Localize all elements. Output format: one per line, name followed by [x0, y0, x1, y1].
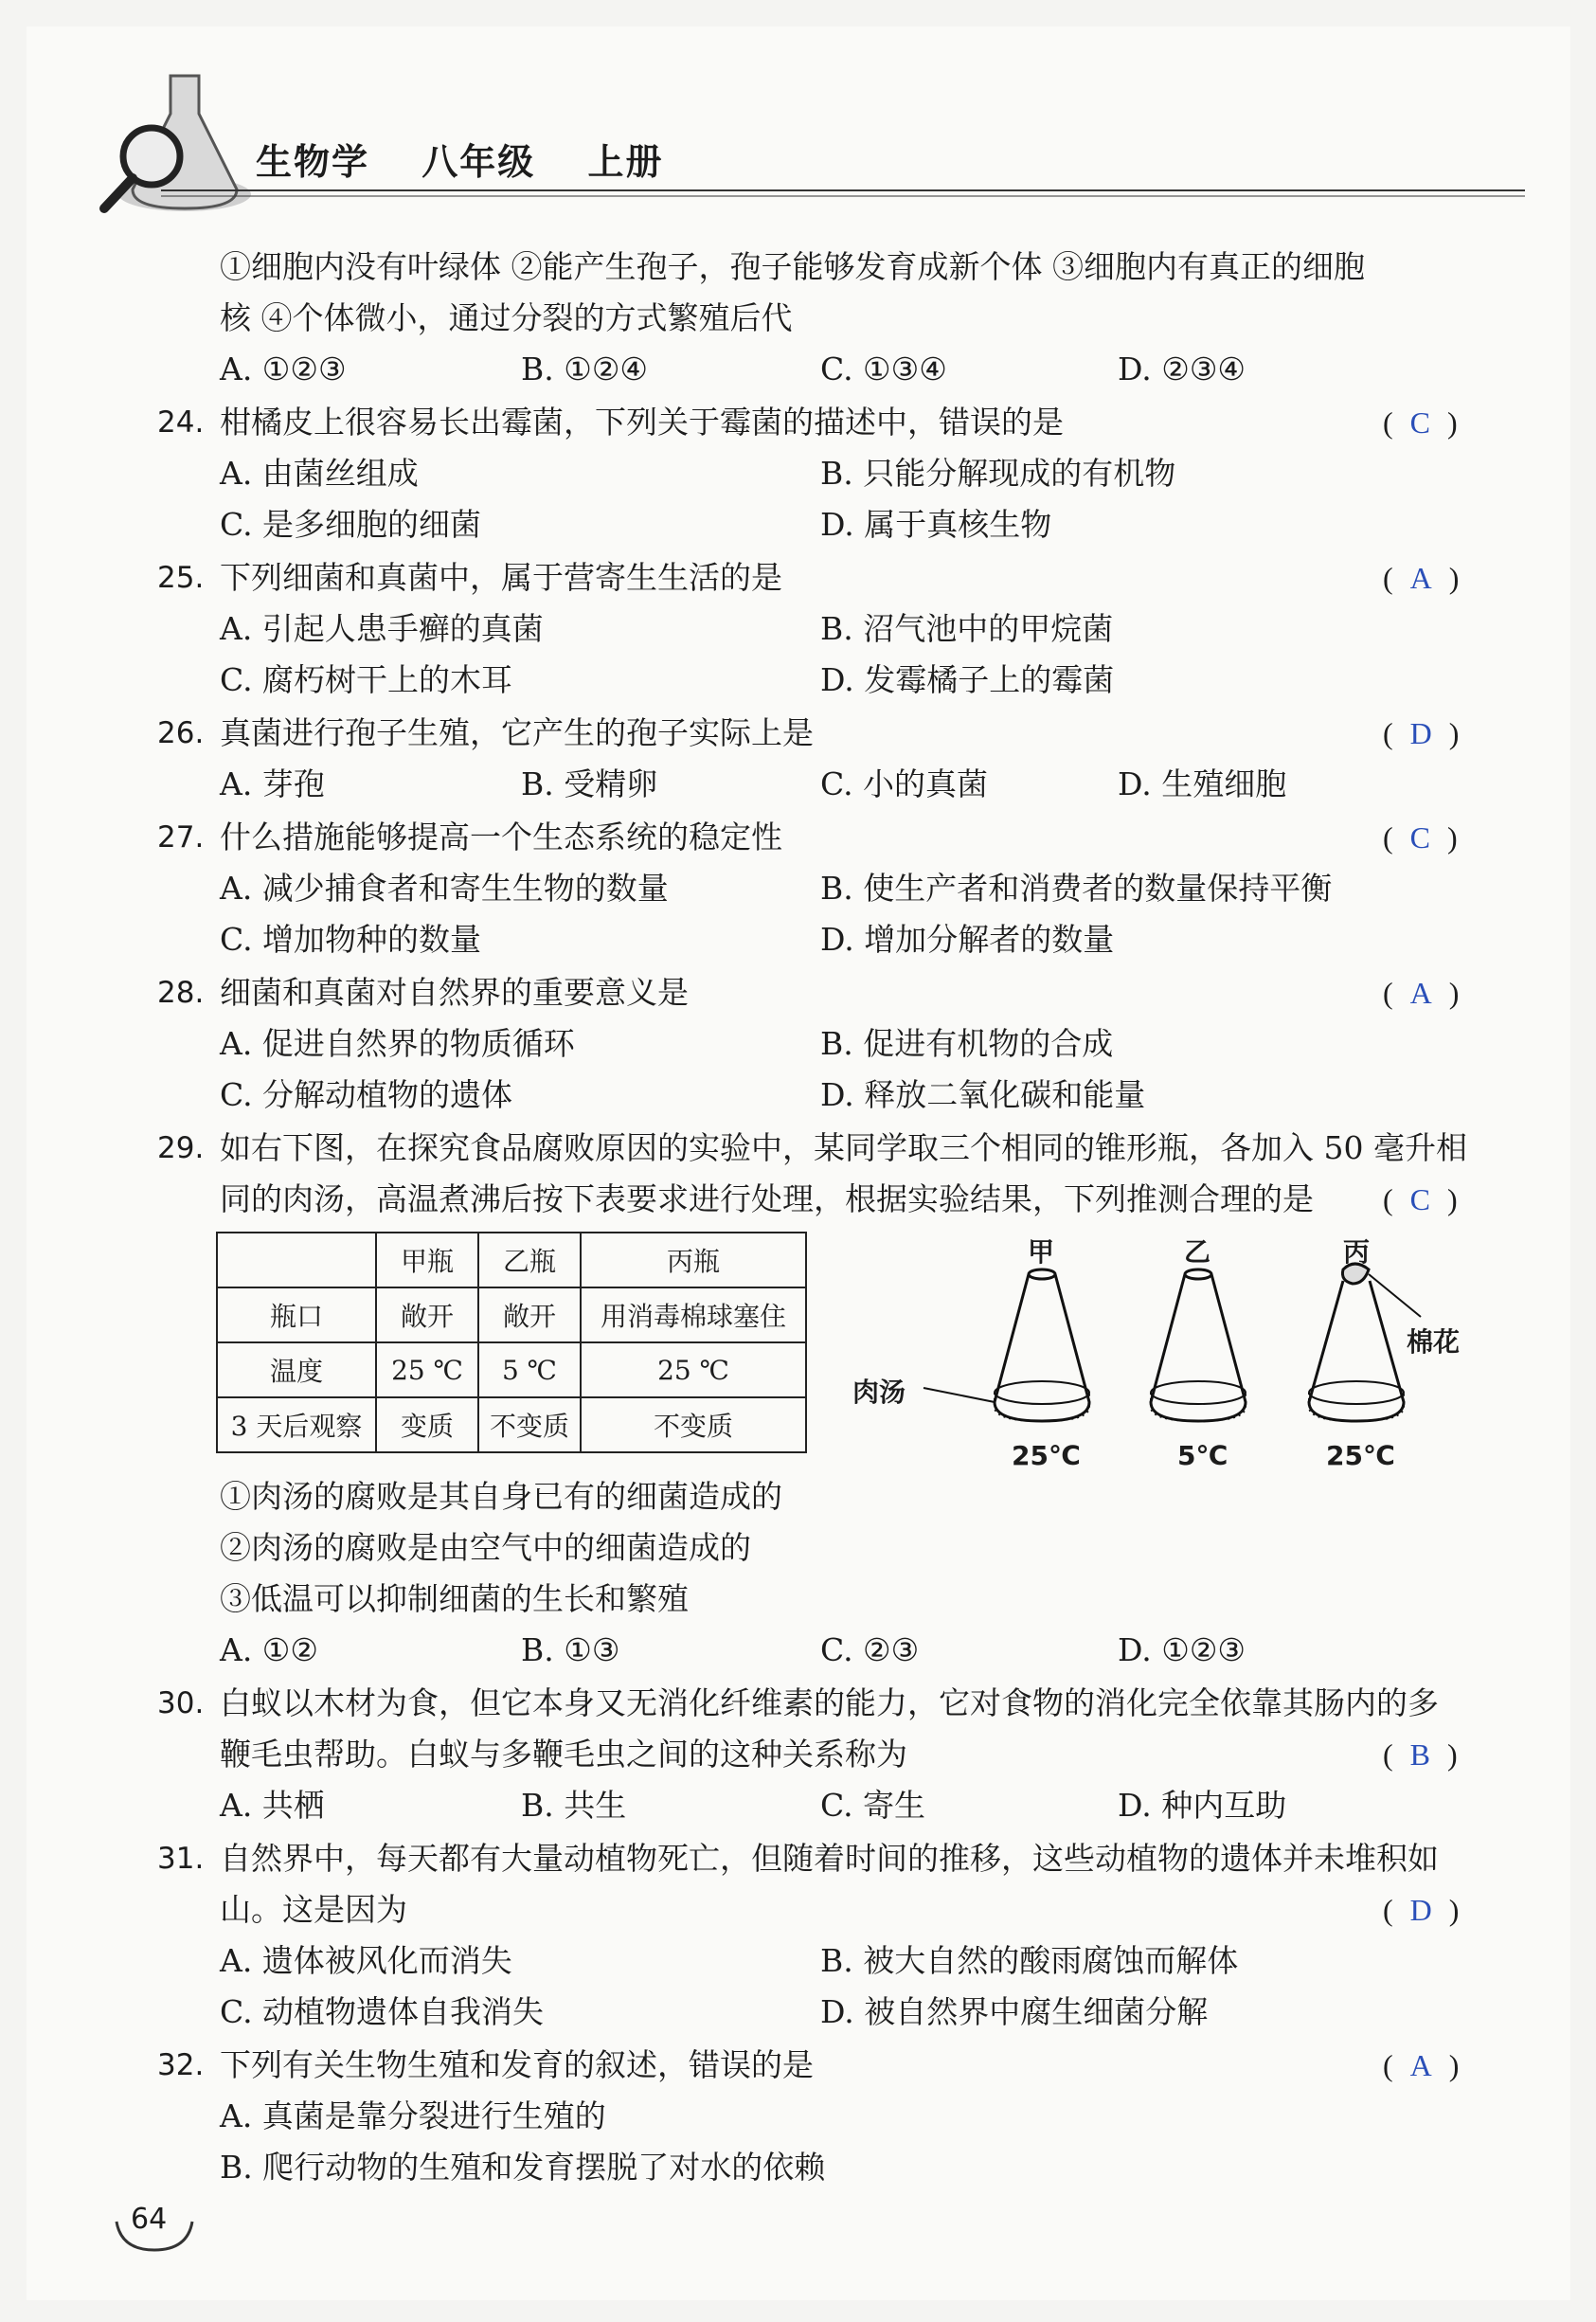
q23-option-b: B. ①②④	[521, 351, 648, 387]
table-cell: 25 ℃	[376, 1342, 478, 1397]
answer-letter: A	[1409, 561, 1432, 595]
q31-option-b: B. 被大自然的酸雨腐蚀而解体	[820, 1942, 1239, 1979]
flask-label-bing: 丙	[1343, 1236, 1371, 1268]
q28-option-d: D. 释放二氧化碳和能量	[820, 1076, 1146, 1113]
q27-option-b: B. 使生产者和消费者的数量保持平衡	[820, 870, 1333, 907]
question-number: 26.	[157, 716, 205, 750]
q27-option-d: D. 增加分解者的数量	[820, 921, 1115, 958]
flask-jia	[995, 1269, 1089, 1421]
q23-statement-line1: ①细胞内没有叶绿体 ②能产生孢子，孢子能够发育成新个体 ③细胞内有真正的细胞	[220, 248, 1365, 285]
q29-option-b: B. ①③	[521, 1631, 620, 1668]
answer-slot: ( D )	[1383, 1893, 1460, 1927]
q30-option-a: A. 共栖	[220, 1787, 325, 1824]
table-row	[217, 1397, 806, 1452]
question-number: 27.	[157, 820, 205, 855]
answer-slot: ( D )	[1383, 716, 1460, 750]
q23-option-a: A. ①②③	[220, 351, 347, 387]
table-header-cell: 乙瓶	[478, 1233, 581, 1287]
flask-figure	[852, 1232, 1515, 1497]
q26-option-c: C. 小的真菌	[820, 765, 989, 802]
table-cell: 不变质	[581, 1397, 806, 1452]
table-cell: 5 ℃	[478, 1342, 581, 1397]
q29-option-c: C. ②③	[820, 1631, 920, 1668]
answer-slot: ( C )	[1383, 1182, 1458, 1216]
experiment-table	[216, 1232, 807, 1453]
q25-option-a: A. 引起人患手癣的真菌	[220, 610, 544, 647]
q29-option-a: A. ①②	[220, 1631, 318, 1668]
temp-label-yi: 5℃	[1177, 1440, 1228, 1471]
page-header	[0, 0, 1596, 237]
q31-option-a: A. 遗体被风化而消失	[220, 1942, 512, 1979]
book-title	[256, 133, 702, 185]
answer-slot: ( C )	[1383, 820, 1458, 855]
q28-option-a: A. 促进自然界的物质循环	[220, 1025, 575, 1062]
q23-option-c: C. ①③④	[820, 351, 947, 387]
answer-slot: ( C )	[1383, 405, 1458, 440]
question-text: 下列细菌和真菌中，属于营寄生生活的是	[220, 559, 782, 596]
table-row	[217, 1287, 806, 1342]
answer-letter: A	[1409, 2048, 1432, 2082]
flask-bing	[1309, 1264, 1421, 1421]
q24-option-c: C. 是多细胞的细菌	[220, 506, 482, 543]
table-header-row	[217, 1233, 806, 1287]
temp-label-jia: 25℃	[1012, 1440, 1081, 1471]
q31-option-c: C. 动植物遗体自我消失	[220, 1993, 545, 2030]
question-text-cont: 鞭毛虫帮助。白蚁与多鞭毛虫之间的这种关系称为	[220, 1736, 907, 1773]
question-text: 如右下图，在探究食品腐败原因的实验中，某同学取三个相同的锥形瓶，各加入 50 毫升相	[220, 1129, 1467, 1166]
question-number: 30.	[157, 1686, 205, 1720]
flask-label-yi: 乙	[1184, 1236, 1211, 1268]
q28-option-c: C. 分解动植物的遗体	[220, 1076, 513, 1113]
question-text: 自然界中，每天都有大量动植物死亡，但随着时间的推移，这些动植物的遗体并未堆积如	[220, 1840, 1439, 1877]
table-cell: 变质	[376, 1397, 478, 1452]
question-number: 32.	[157, 2048, 205, 2082]
question-number: 29.	[157, 1131, 205, 1165]
answer-letter: C	[1409, 820, 1430, 855]
question-text: 下列有关生物生殖和发育的叙述，错误的是	[220, 2046, 814, 2083]
table-row	[217, 1342, 806, 1397]
question-text-cont: 同的肉汤，高温煮沸后按下表要求进行处理，根据实验结果，下列推测合理的是	[220, 1180, 1314, 1217]
q26-option-b: B. 受精卵	[521, 765, 658, 802]
q24-option-d: D. 属于真核生物	[820, 506, 1052, 543]
question-number: 28.	[157, 976, 205, 1010]
q30-option-c: C. 寄生	[820, 1787, 926, 1824]
broth-label: 肉汤	[852, 1377, 906, 1408]
answer-letter: C	[1409, 405, 1430, 440]
answer-slot: ( B )	[1383, 1737, 1458, 1772]
table-cell: 25 ℃	[581, 1342, 806, 1397]
q24-option-a: A. 由菌丝组成	[220, 455, 419, 492]
q29-option-d: D. ①②③	[1118, 1631, 1246, 1668]
question-text: 柑橘皮上很容易长出霉菌，下列关于霉菌的描述中，错误的是	[220, 404, 1064, 441]
q27-option-c: C. 增加物种的数量	[220, 921, 482, 958]
question-number: 25.	[157, 561, 205, 595]
question-text: 白蚁以木材为食，但它本身又无消化纤维素的能力，它对食物的消化完全依靠其肠内的多	[220, 1684, 1439, 1721]
answer-letter: D	[1409, 716, 1432, 750]
table-cell: 敞开	[478, 1287, 581, 1342]
question-number: 31.	[157, 1842, 205, 1876]
q25-option-d: D. 发霉橘子上的霉菌	[820, 661, 1115, 698]
grade-label: 八年级	[421, 141, 536, 183]
q30-option-d: D. 种内互助	[1118, 1787, 1287, 1824]
answer-letter: B	[1409, 1737, 1430, 1772]
q24-option-b: B. 只能分解现成的有机物	[820, 455, 1176, 492]
q31-option-d: D. 被自然界中腐生细菌分解	[820, 1993, 1209, 2030]
table-cell: 3 天后观察	[217, 1397, 376, 1452]
q29-statement-1: ①肉汤的腐败是其自身已有的细菌造成的	[220, 1478, 782, 1515]
temp-label-bing: 25℃	[1326, 1440, 1395, 1471]
table-cell: 瓶口	[217, 1287, 376, 1342]
answer-letter: C	[1409, 1182, 1430, 1216]
header-rule	[161, 185, 1534, 204]
table-cell: 敞开	[376, 1287, 478, 1342]
question-text: 真菌进行孢子生殖，它产生的孢子实际上是	[220, 714, 814, 751]
page-number: 64	[131, 2203, 168, 2236]
flask-label-jia: 甲	[1028, 1236, 1055, 1268]
question-number: 24.	[157, 405, 205, 440]
q28-option-b: B. 促进有机物的合成	[820, 1025, 1114, 1062]
question-text: 什么措施能够提高一个生态系统的稳定性	[220, 819, 782, 855]
q32-option-b: B. 爬行动物的生殖和发育摆脱了对水的依赖	[220, 2149, 826, 2186]
table-cell: 不变质	[478, 1397, 581, 1452]
q29-statement-2: ②肉汤的腐败是由空气中的细菌造成的	[220, 1529, 751, 1566]
question-text: 细菌和真菌对自然界的重要意义是	[220, 974, 689, 1011]
volume-label: 上册	[587, 141, 664, 183]
table-cell: 用消毒棉球塞住	[581, 1287, 806, 1342]
q27-option-a: A. 减少捕食者和寄生生物的数量	[220, 870, 669, 907]
q25-option-b: B. 沼气池中的甲烷菌	[820, 610, 1114, 647]
q26-option-a: A. 芽孢	[220, 765, 325, 802]
flask-yi	[1151, 1269, 1246, 1421]
q23-option-d: D. ②③④	[1118, 351, 1246, 387]
table-header-cell: 丙瓶	[581, 1233, 806, 1287]
table-header-cell	[217, 1233, 376, 1287]
q26-option-d: D. 生殖细胞	[1118, 765, 1287, 802]
table-header-cell: 甲瓶	[376, 1233, 478, 1287]
answer-letter: D	[1409, 1893, 1432, 1927]
answer-slot: ( A )	[1383, 561, 1460, 595]
question-text-cont: 山。这是因为	[220, 1891, 407, 1928]
answer-slot: ( A )	[1383, 2048, 1460, 2082]
table-cell: 温度	[217, 1342, 376, 1397]
q23-statement-line2: 核 ④个体微小，通过分裂的方式繁殖后代	[220, 299, 793, 336]
answer-letter: A	[1409, 976, 1432, 1010]
q30-option-b: B. 共生	[521, 1787, 627, 1824]
q32-option-a: A. 真菌是靠分裂进行生殖的	[220, 2097, 606, 2134]
cotton-label: 棉花	[1407, 1326, 1461, 1358]
answer-slot: ( A )	[1383, 976, 1460, 1010]
subject-label: 生物学	[256, 141, 370, 183]
q29-statement-3: ③低温可以抑制细菌的生长和繁殖	[220, 1580, 689, 1617]
q25-option-c: C. 腐朽树干上的木耳	[220, 661, 513, 698]
